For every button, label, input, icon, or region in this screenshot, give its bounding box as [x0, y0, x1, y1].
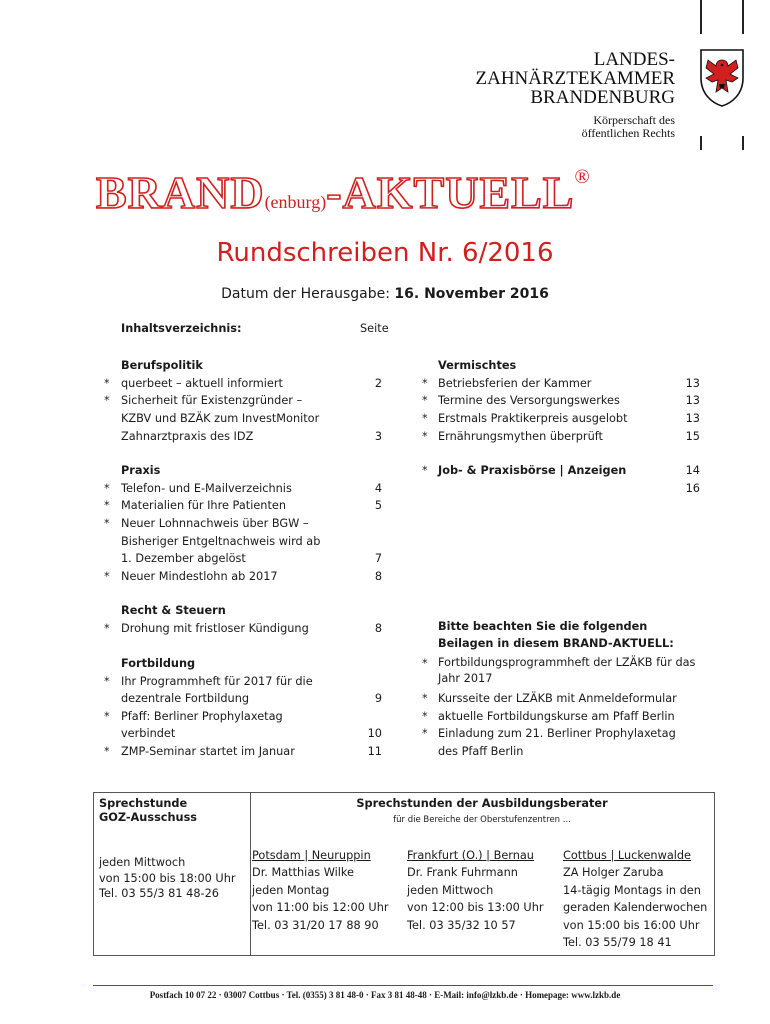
toc-entry: Drohung mit fristloser Kündigung — [121, 622, 309, 635]
toc-entry: Telefon- und E-Mailverzeichnis — [121, 482, 292, 495]
toc-section-heading: Vermischtes — [438, 359, 517, 372]
brand-logo — [96, 166, 696, 219]
beilagen-line-1: Bitte beachten Sie die folgenden — [438, 620, 648, 633]
toc-page-number: 4 — [374, 482, 382, 495]
goz-title-2: GOZ-Ausschuss — [99, 811, 198, 824]
toc-entry: Materialien für Ihre Patienten — [121, 499, 286, 512]
toc-entry: querbeet – aktuell informiert — [121, 377, 283, 390]
toc-heading: Inhaltsverzeichnis: — [121, 322, 242, 335]
top-rule-right — [742, 0, 744, 34]
toc-page-number: 13 — [685, 377, 700, 390]
toc-entry: Erstmals Praktikerpreis ausgelobt — [438, 412, 628, 425]
toc-entry: ZMP-Seminar startet im Januar — [121, 745, 295, 758]
bullet-star: * — [104, 675, 110, 688]
toc-page-number: 2 — [374, 377, 382, 390]
toc-entry: Termine des Versorgungswerkes — [438, 394, 620, 407]
toc-page-number: 10 — [367, 727, 382, 740]
toc-entry: Pfaff: Berliner Prophylaxetag — [121, 710, 283, 723]
toc-entry: Betriebsferien der Kammer — [438, 377, 592, 390]
bullet-star: * — [422, 657, 428, 670]
beilage-line: Jahr 2017 — [438, 672, 493, 685]
toc-entry: Ihr Programmheft für 2017 für die — [121, 675, 313, 688]
toc-section-heading: Fortbildung — [121, 657, 196, 670]
issue-date-value: 16. November 2016 — [394, 286, 549, 302]
advisor-detail: ZA Holger Zaruba — [563, 866, 664, 879]
beilage-line: Fortbildungsprogrammheft der LZÄKB für das — [438, 656, 696, 669]
advisor-detail: Tel. 03 31/20 17 88 90 — [252, 918, 379, 932]
toc-section-heading: Recht & Steuern — [121, 604, 226, 617]
bullet-star: * — [104, 710, 110, 723]
bullet-star: * — [422, 377, 428, 390]
beilage-line: des Pfaff Berlin — [438, 745, 524, 758]
advisor-detail: Tel. 03 35/32 10 57 — [407, 918, 516, 932]
toc-page-heading: Seite — [360, 322, 389, 335]
toc-entry: 1. Dezember abgelöst — [121, 552, 246, 565]
toc-page-number: 13 — [685, 394, 700, 407]
toc-page-number: 13 — [685, 412, 700, 425]
toc-page-number: 3 — [374, 430, 382, 443]
toc-page-number: 11 — [367, 745, 382, 758]
bullet-star: * — [422, 412, 428, 425]
goz-title-1: Sprechstunde — [99, 797, 188, 810]
brandenburg-eagle-crest-icon — [698, 48, 746, 108]
bullet-star: * — [422, 727, 428, 740]
bullet-star: * — [422, 692, 428, 705]
chamber-line-2: ZAHNÄRZTEKAMMER — [475, 68, 675, 89]
bullet-star: * — [104, 482, 110, 495]
toc-entry: Neuer Lohnnachweis über BGW – — [121, 517, 309, 530]
issue-date — [0, 286, 770, 302]
toc-page-number: 8 — [374, 622, 382, 635]
advisor-region-heading: Cottbus | Luckenwalde — [563, 849, 691, 862]
advisor-detail: Dr. Frank Fuhrmann — [407, 866, 518, 879]
chamber-name — [476, 50, 676, 140]
advisor-detail: von 11:00 bis 12:00 Uhr — [252, 901, 389, 915]
ausbildungsberater-title: Sprechstunden der Ausbildungsberater — [356, 797, 608, 810]
consultation-box — [93, 792, 715, 956]
bullet-star: * — [422, 710, 428, 723]
beilage-line: aktuelle Fortbildungskurse am Pfaff Berlin — [438, 710, 675, 723]
toc-section-heading: Praxis — [121, 464, 161, 477]
side-tick-left — [700, 136, 702, 150]
advisor-detail: von 12:00 bis 13:00 Uhr — [407, 901, 544, 915]
newsletter-title: Rundschreiben Nr. 6/2016 — [216, 238, 554, 268]
toc-entry: Bisheriger Entgeltnachweis wird ab — [121, 535, 321, 548]
beilage-line: Kursseite der LZÄKB mit Anmeldeformular — [438, 692, 677, 705]
chamber-sub-2: öffentlichen Rechts — [581, 126, 675, 140]
top-rule-left — [700, 0, 702, 34]
bullet-star: * — [104, 394, 110, 407]
chamber-line-3: BRANDENBURG — [530, 87, 675, 108]
toc-entry: Zahnarztpraxis des IDZ — [121, 430, 254, 443]
toc-entry: Sicherheit für Existenzgründer – — [121, 394, 303, 407]
toc-section-heading: Berufspolitik — [121, 359, 203, 372]
bullet-star: * — [422, 430, 428, 443]
toc-page-number: 5 — [374, 499, 382, 512]
advisor-detail: Dr. Matthias Wilke — [252, 866, 355, 879]
bullet-star: * — [104, 499, 110, 512]
toc-page-number: 15 — [685, 430, 700, 443]
toc-entry: Neuer Mindestlohn ab 2017 — [121, 570, 278, 583]
goz-line: von 15:00 bis 18:00 Uhr — [99, 871, 236, 885]
toc-page-number: 14 — [685, 464, 700, 477]
advisor-region-heading: Potsdam | Neuruppin — [252, 849, 371, 862]
goz-line: jeden Mittwoch — [99, 856, 186, 869]
toc-entry: dezentrale Fortbildung — [121, 692, 250, 705]
advisor-detail: Tel. 03 55/79 18 41 — [563, 936, 672, 950]
toc-entry: Ernährungsmythen überprüft — [438, 430, 603, 443]
toc-page-number: 7 — [374, 552, 382, 565]
toc-entry: verbindet — [121, 727, 176, 740]
advisor-detail: geraden Kalenderwochen — [563, 901, 708, 915]
chamber-line-1: LANDES- — [593, 49, 675, 70]
goz-details — [99, 855, 236, 902]
footer-rule — [93, 985, 713, 986]
beilage-line: Einladung zum 21. Berliner Prophylaxetag — [438, 727, 676, 740]
beilagen-line-2: Beilagen in diesem BRAND-AKTUELL: — [438, 637, 674, 650]
registered-mark: ® — [574, 166, 591, 188]
issue-date-label: Datum der Herausgabe: — [221, 286, 395, 302]
advisor-detail: von 15:00 bis 16:00 Uhr — [563, 918, 700, 932]
ausbildungsberater-subtitle: für die Bereiche der Oberstufenzentren ... — [393, 815, 571, 825]
footer-contact: Postfach 10 07 22 · 03007 Cottbus · Tel. (0355) 3 81 48-0 · Fax 3 81 48-48 · E-Mail: info@lzkb.de · Homepage: www.lzkb.de — [149, 990, 621, 1000]
brand-main: BRAND — [96, 167, 265, 218]
brand-paren: (enburg) — [264, 192, 327, 212]
toc-page-number: 9 — [374, 692, 382, 705]
advisor-detail: jeden Montag — [252, 883, 330, 897]
bullet-star: * — [104, 570, 110, 583]
chamber-sub-1: Körperschaft des — [593, 113, 675, 127]
advisor-detail: jeden Mittwoch — [407, 883, 494, 897]
toc-page-number: 8 — [374, 570, 382, 583]
bullet-star: * — [422, 464, 428, 477]
brand-rest: -AKTUELL — [326, 167, 575, 218]
bullet-star: * — [104, 517, 110, 530]
bullet-star: * — [104, 377, 110, 390]
toc-page-number: 16 — [685, 482, 700, 495]
goz-line: Tel. 03 55/3 81 48-26 — [99, 887, 219, 900]
advisor-detail: 14-tägig Montags in den — [563, 883, 701, 897]
bullet-star: * — [104, 622, 110, 635]
toc-entry: Job- & Praxisbörse | Anzeigen — [438, 464, 627, 477]
advisor-region-heading: Frankfurt (O.) | Bernau — [407, 849, 534, 862]
side-tick-right — [742, 136, 744, 150]
bullet-star: * — [422, 394, 428, 407]
bullet-star: * — [104, 745, 110, 758]
toc-entry: KZBV und BZÄK zum InvestMonitor — [121, 412, 320, 425]
